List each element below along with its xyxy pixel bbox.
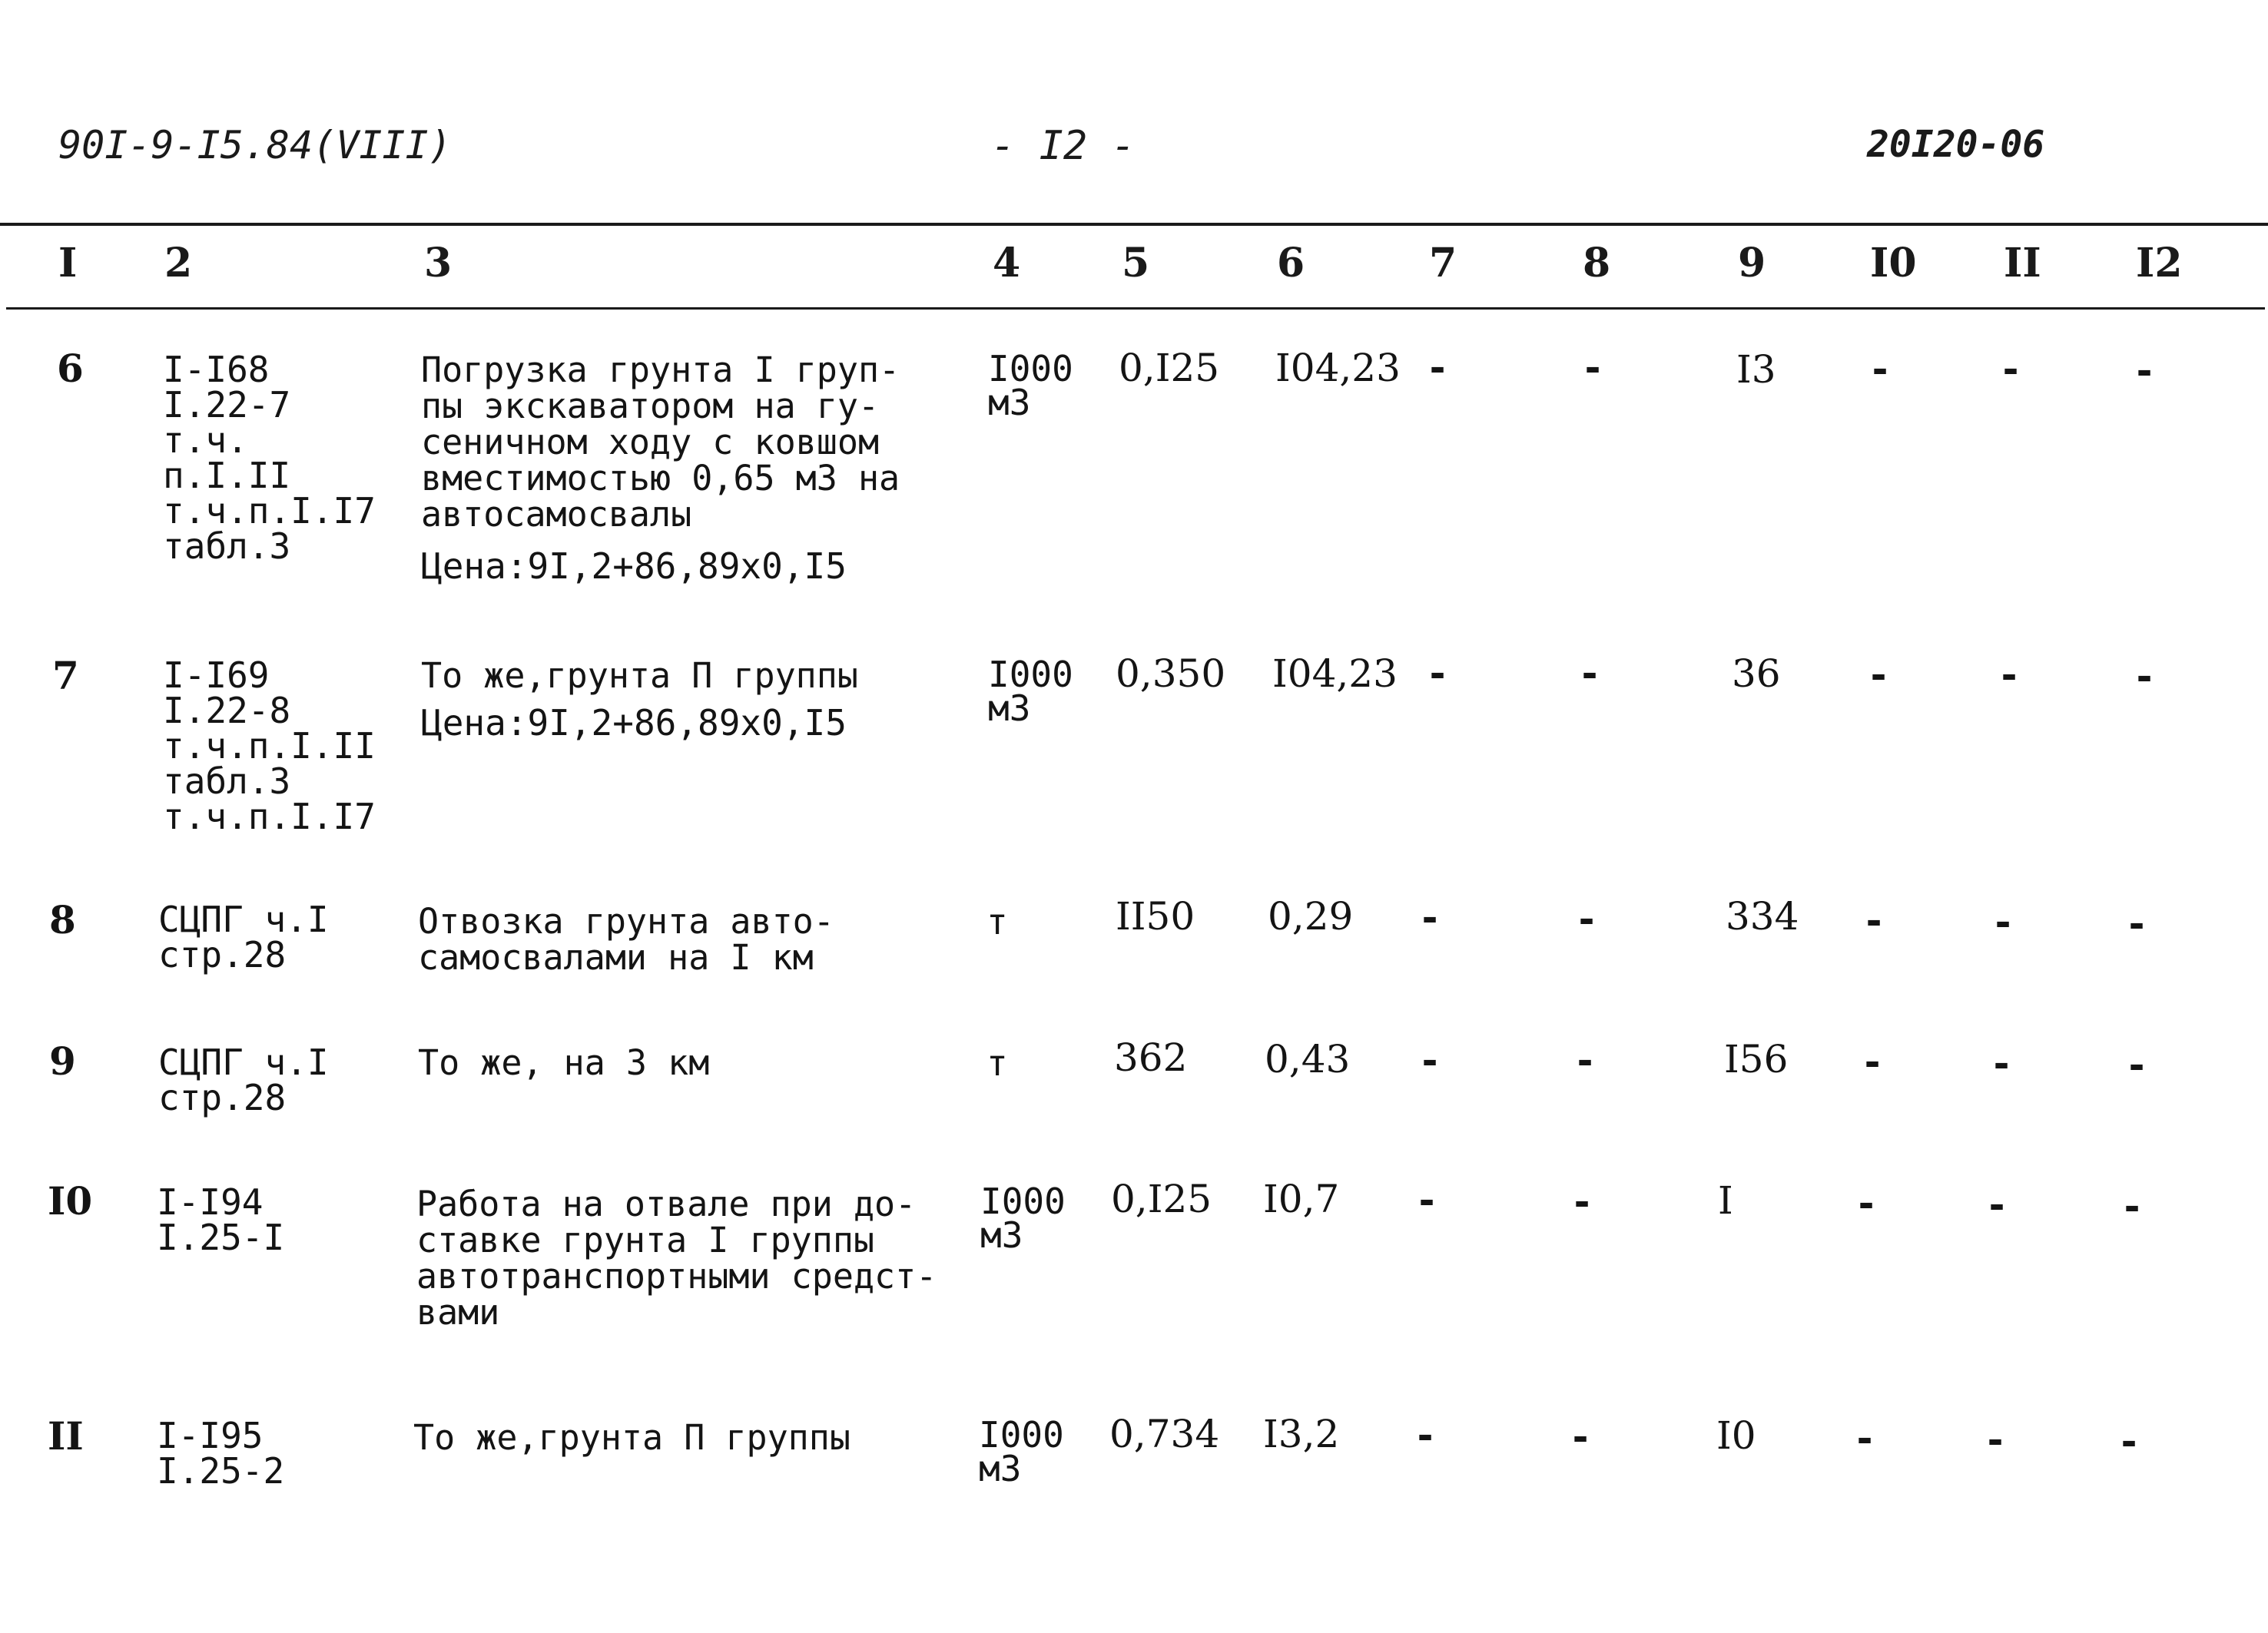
col-9-value: 334 — [1726, 894, 1799, 939]
unit-price: 0,43 — [1265, 1037, 1351, 1081]
col-11-value: - — [1991, 900, 2015, 945]
col-11-value: - — [1998, 653, 2021, 697]
work-description: То же,грунта П группы — [413, 1417, 850, 1458]
col-7-value: - — [1426, 346, 1450, 390]
col-9-value: 36 — [1732, 651, 1781, 696]
quantity: 0,350 — [1116, 651, 1226, 696]
row-number: 7 — [52, 653, 79, 698]
col-7-value: - — [1426, 651, 1450, 696]
col-12-value: - — [2117, 1419, 2141, 1464]
col-8-value: - — [1570, 1180, 1594, 1224]
unit-price: I04,23 — [1272, 651, 1398, 696]
row-number: 8 — [49, 897, 76, 942]
work-description: Отвозка грунта авто- самосвалами на I км — [418, 901, 834, 978]
column-header-7: 7 — [1429, 240, 1457, 287]
col-10-value: - — [1855, 1181, 1878, 1226]
row-number: 9 — [49, 1038, 76, 1084]
column-header-12: I2 — [2136, 240, 2183, 287]
norm-reference: I-I94 I.25-I — [157, 1181, 285, 1258]
work-description: Работа на отвале при до- ставке грунта I группы автотранспортными средст- вами — [416, 1184, 937, 1333]
col-9-value: I56 — [1724, 1037, 1789, 1081]
unit-of-measure: т — [986, 901, 1008, 942]
column-header-2: 2 — [164, 240, 193, 287]
row-number: II — [48, 1413, 84, 1459]
col-10-value: - — [1861, 1040, 1885, 1085]
col-12-value: - — [2125, 1043, 2149, 1088]
col-11-value: - — [1999, 347, 2023, 392]
col-8-value: - — [1578, 651, 1602, 696]
col-11-value: - — [1990, 1042, 2014, 1086]
norm-reference: I-I69 I.22-8 т.ч.п.I.II табл.3 т.ч.п.I.I7 — [163, 654, 376, 837]
col-12-value: - — [2133, 654, 2157, 699]
col-12-value: - — [2125, 902, 2149, 946]
column-header-10: I0 — [1870, 240, 1917, 287]
stamp-code: 20I20-06 — [1867, 123, 2045, 166]
unit-price: I3,2 — [1263, 1412, 1340, 1456]
row-number: 6 — [57, 346, 84, 391]
col-8-value: - — [1575, 897, 1599, 942]
col-12-value: - — [2120, 1184, 2144, 1229]
unit-price: I0,7 — [1263, 1177, 1340, 1221]
column-header-1: I — [58, 240, 78, 287]
col-7-value: - — [1418, 1038, 1442, 1083]
table-top-rule — [0, 223, 2268, 226]
price-formula: Цена:9I,2+86,89х0,I5 — [421, 702, 847, 744]
col-7-value: - — [1414, 1413, 1437, 1458]
price-formula: Цена:9I,2+86,89х0,I5 — [421, 545, 847, 587]
col-9-value: I0 — [1716, 1413, 1756, 1458]
work-description: То же, на 3 км — [418, 1042, 710, 1083]
quantity: 0,I25 — [1111, 1177, 1212, 1221]
unit-price: 0,29 — [1268, 894, 1354, 939]
unit-of-measure: I000 м3 — [979, 1414, 1064, 1489]
document-code: 90I-9-I5.84(VIII) — [58, 123, 452, 167]
unit-price: I04,23 — [1275, 346, 1401, 390]
quantity: 0,I25 — [1119, 346, 1220, 390]
column-header-5: 5 — [1122, 240, 1150, 287]
quantity: 0,734 — [1109, 1412, 1220, 1456]
col-12-value: - — [2133, 349, 2157, 393]
col-10-value: - — [1862, 899, 1886, 943]
page-number: - I2 - — [991, 123, 1136, 169]
work-description: То же,грунта П группы — [421, 655, 858, 696]
col-7-value: - — [1418, 896, 1442, 940]
column-header-11: II — [2004, 240, 2041, 287]
norm-reference: I-I68 I.22-7 т.ч. п.I.II т.ч.п.I.I7 табл.3 — [163, 349, 376, 567]
col-10-value: - — [1867, 653, 1891, 697]
quantity: II50 — [1116, 894, 1195, 939]
column-header-6: 6 — [1277, 240, 1305, 287]
row-number: I0 — [48, 1178, 93, 1224]
column-header-8: 8 — [1583, 240, 1611, 287]
col-11-value: - — [1984, 1418, 2008, 1462]
table-header-rule — [6, 307, 2265, 310]
col-9-value: I — [1718, 1178, 1733, 1223]
col-7-value: - — [1415, 1178, 1439, 1223]
quantity: 362 — [1114, 1035, 1188, 1080]
column-header-9: 9 — [1738, 240, 1766, 287]
norm-reference: СЦПГ ч.I стр.28 — [158, 899, 329, 975]
col-11-value: - — [1985, 1183, 2009, 1227]
unit-of-measure: I000 м3 — [980, 1181, 1066, 1256]
unit-of-measure: I000 м3 — [988, 348, 1073, 423]
norm-reference: СЦПГ ч.I стр.28 — [158, 1042, 329, 1118]
work-description: Погрузка грунта I груп- пы экскаватором на гу- сеничном ходу с ковшом вместимостью 0,65 м3 на автосамосвалы — [421, 349, 900, 535]
unit-of-measure: I000 м3 — [988, 654, 1073, 729]
col-10-value: - — [1868, 347, 1892, 392]
column-header-4: 4 — [993, 240, 1021, 287]
norm-reference: I-I95 I.25-2 — [157, 1415, 285, 1492]
col-8-value: - — [1569, 1415, 1593, 1459]
unit-of-measure: т — [986, 1042, 1008, 1084]
col-9-value: I3 — [1736, 347, 1776, 392]
col-8-value: - — [1573, 1038, 1597, 1083]
col-10-value: - — [1853, 1416, 1877, 1461]
col-8-value: - — [1581, 346, 1605, 390]
column-header-3: 3 — [424, 240, 453, 287]
